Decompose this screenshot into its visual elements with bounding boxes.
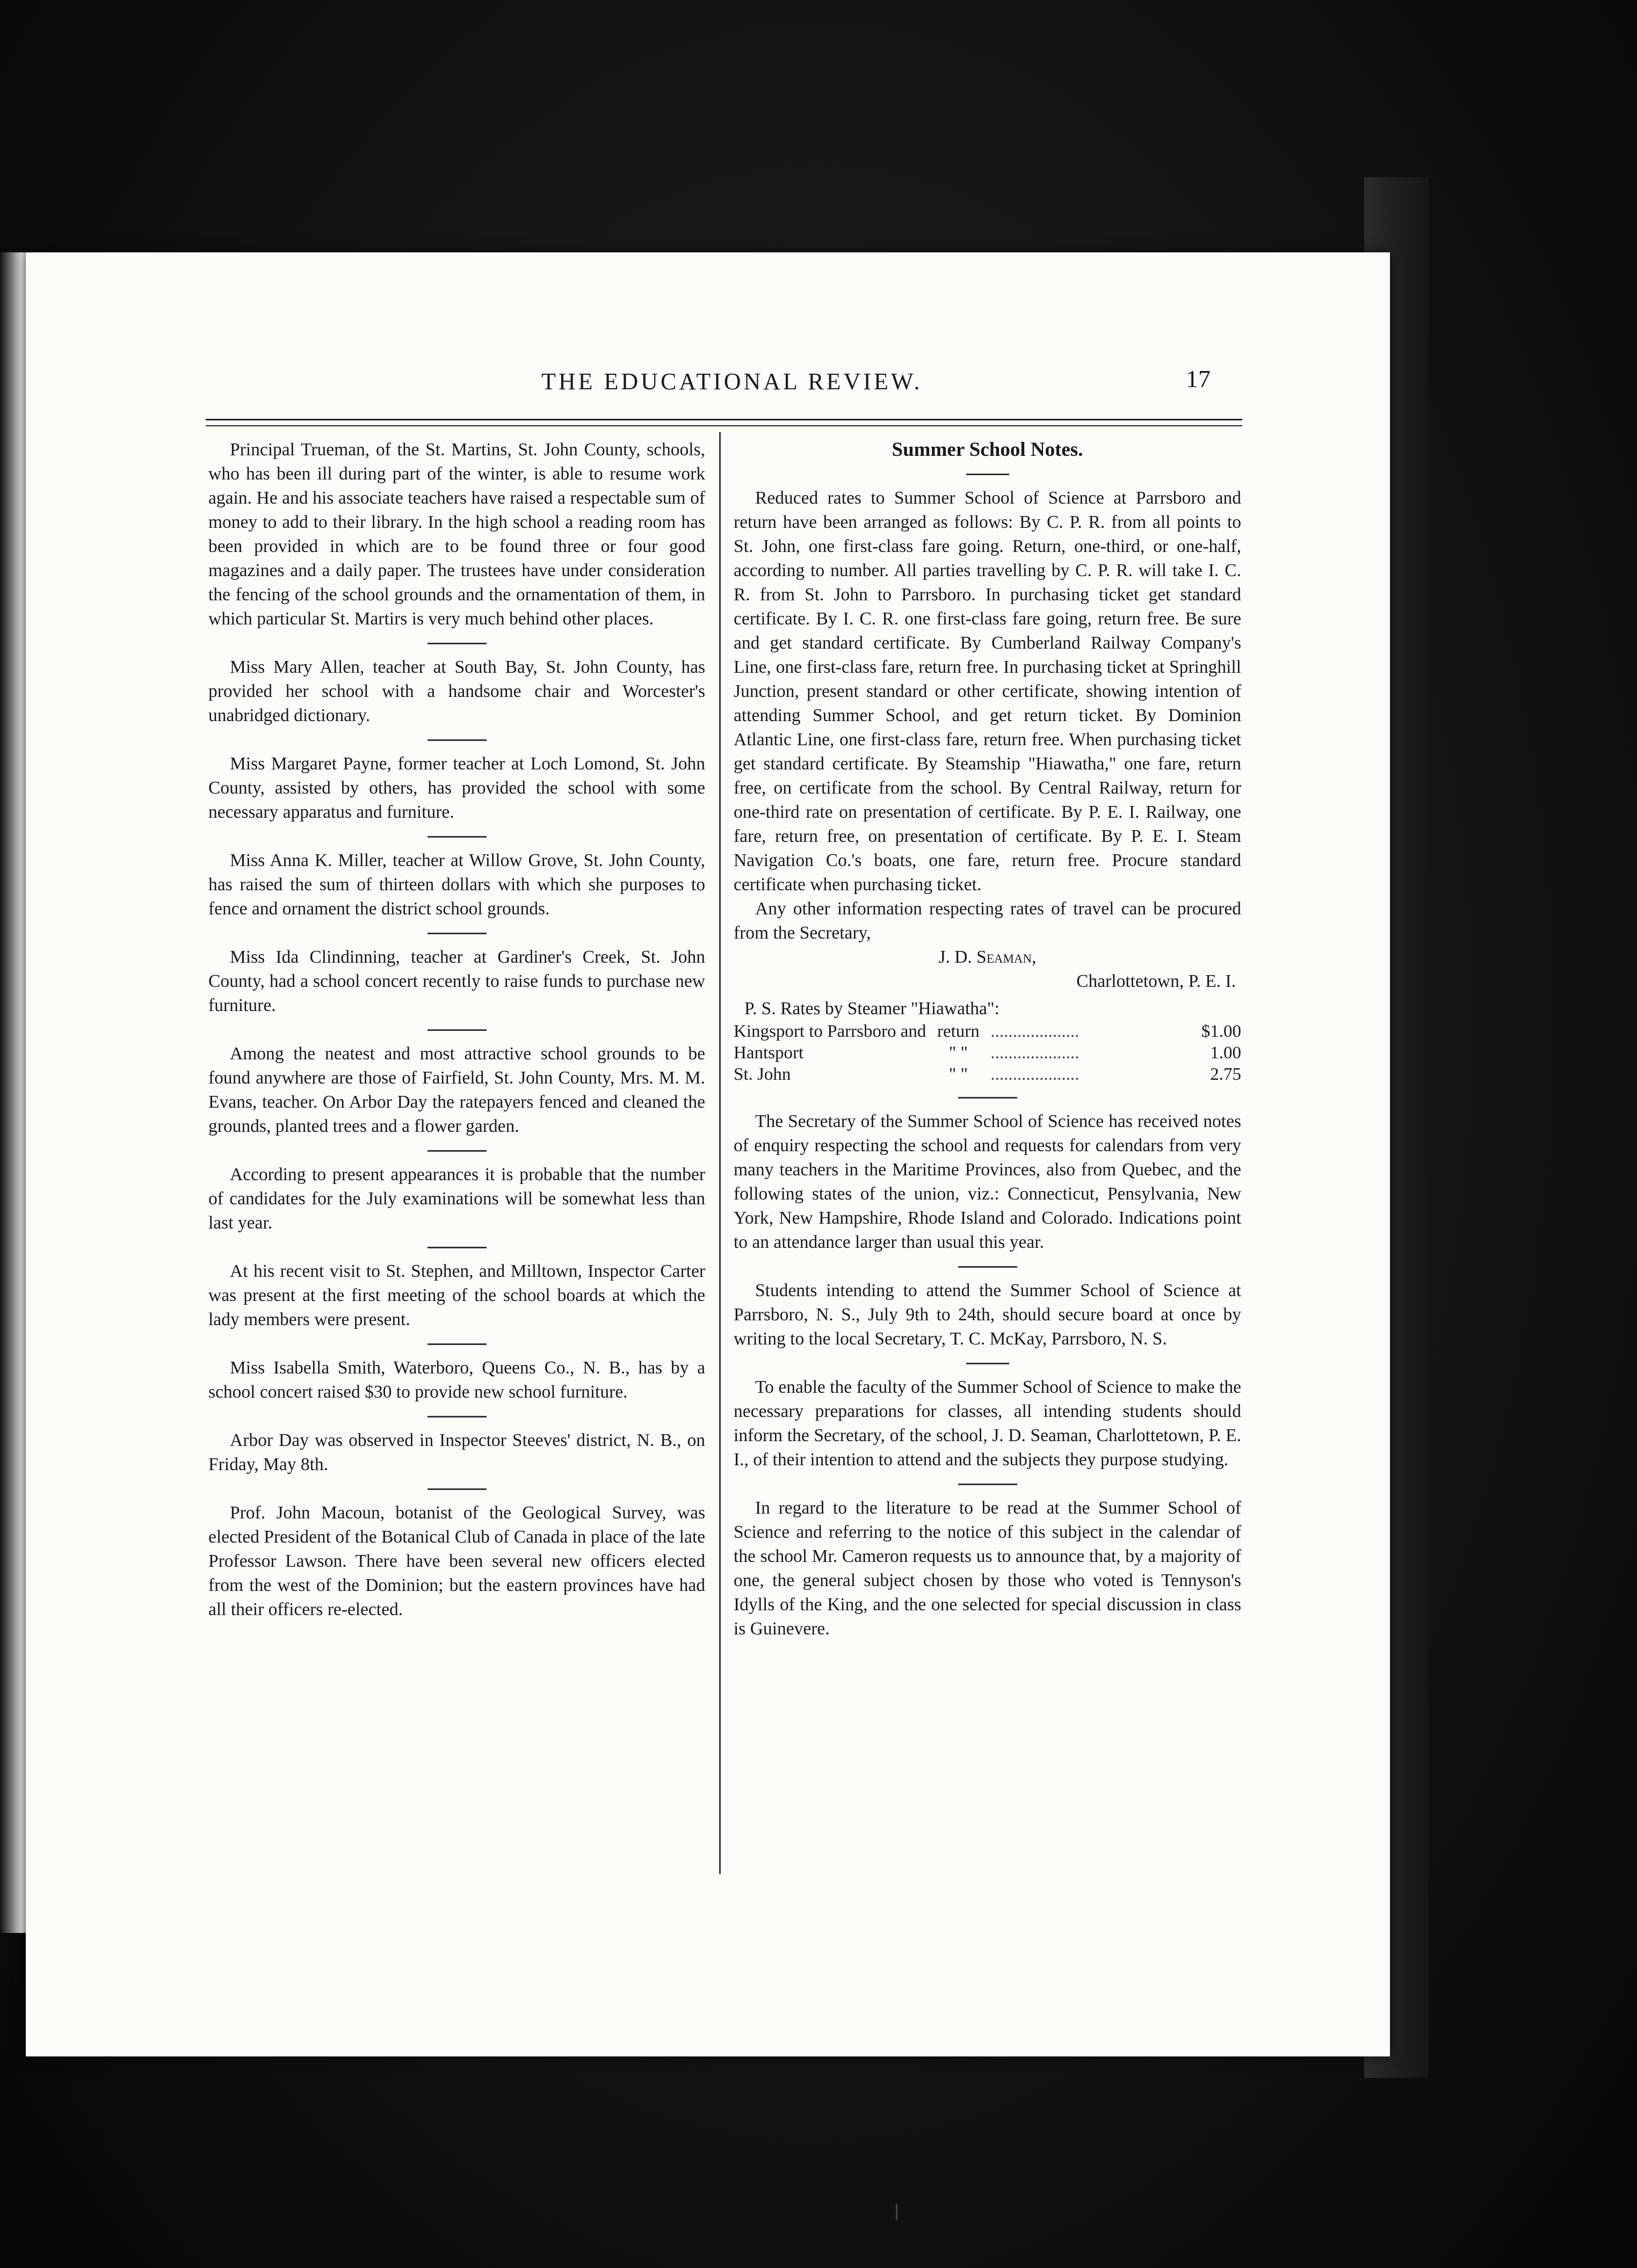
news-item: Prof. John Macoun, botanist of the Geological Survey, was elected President of the Botanical Club of Canada in place of the late Professor Lawson. There have been several new officers elected from the west of the Dominion; but the eastern provinces have had all their officers re-elected.	[208, 1503, 705, 1619]
rate-price: 1.00	[1210, 1043, 1241, 1063]
news-item: Miss Anna K. Miller, teacher at Willow Grove, St. John County, has raised the sum of thirteen dollars with which she purposes to fence and ornament the district school grounds.	[208, 851, 705, 919]
news-item: To enable the faculty of the Summer School of Science to make the necessary preparations for classes, all intending students should inform the Secretary, of the school, J. D. Seaman, Charlottetown, P. E. I., of their intention to attend and the subjects they purpose studying.	[734, 1377, 1241, 1470]
news-item: Miss Ida Clindinning, teacher at Gardiner's Creek, St. John County, had a school concert recently to raise funds to purchase new furniture.	[208, 947, 705, 1015]
left-column	[208, 438, 705, 1622]
item-separator	[428, 739, 487, 741]
item-separator	[428, 836, 487, 838]
item-separator	[428, 1150, 487, 1152]
dot-leader: ....................	[990, 1065, 1080, 1084]
news-item: Arbor Day was observed in Inspector Steeves' district, N. B., on Friday, May 8th.	[208, 1430, 705, 1474]
item-separator	[428, 1343, 487, 1345]
news-item: Miss Isabella Smith, Waterboro, Queens Co., N. B., has by a school concert raised $30 to provide new school furniture.	[208, 1358, 705, 1402]
signature-place: Charlottetown, P. E. I.	[1076, 971, 1236, 991]
scan-mark	[896, 2204, 897, 2220]
rate-ditto: " "	[948, 1043, 968, 1063]
item-separator	[428, 933, 487, 934]
item-separator	[958, 1097, 1017, 1099]
title-separator	[966, 474, 1009, 475]
journal-title: THE EDUCATIONAL REVIEW.	[541, 368, 923, 395]
info-line: Any other information respecting rates of travel can be procured from the Secretary,	[734, 899, 1241, 943]
news-item: In regard to the literature to be read at the Summer School of Science and referring to the notice of this subject in the calendar of the school Mr. Cameron requests us to announce that, by a majority of one, the general subject chosen by those who voted is Tennyson's Idylls of the King, and the one selected for special discussion in class is Guinevere.	[734, 1498, 1241, 1639]
news-item: Miss Margaret Payne, former teacher at Loch Lomond, St. John County, assisted by others, has provided the school with some necessary apparatus and furniture.	[208, 754, 705, 822]
news-item: Principal Trueman, of the St. Martins, St. John County, schools, who has been ill during part of the winter, is able to resume work again. He and his associate teachers have raised a respectable sum of money to add to their library. In the high school a reading room has been provided in which are to be found three or four good magazines and a daily paper. The trustees have under consideration the fencing of the school grounds and the ornamentation of them, in which particular St. Martirs is very much behind other places.	[208, 440, 705, 629]
rate-ditto: return	[937, 1022, 980, 1041]
rates-paragraph: Reduced rates to Summer School of Science at Parrsboro and return have been arranged as follows: By C. P. R. from all points to St. John, one first-class fare going. Return, one-third, or one-half, according to number. All parties travelling by C. P. R. will take I. C. R. from St. John to Parrsboro. In purchasing ticket get standard certificate. By I. C. R. one first-class fare going, return free. Be sure and get standard certificate. By Cumberland Railway Company's Line, one first-class fare, return free. In purchasing ticket at Springhill Junction, present standard or other certificate, showing intention of attending Summer School, and get return ticket. By Dominion Atlantic Line, one first-class fare, return free. When purchasing ticket get standard certificate. By Steamship "Hiawatha," one fare, return free, on certificate from the school. By Central Railway, return for one-third rate on presentation of certificate. By P. E. I. Railway, one fare, return free, on presentation of certificate. By P. E. I. Steam Navigation Co.'s boats, one fare, return free. Procure standard certificate when purchasing ticket.	[734, 488, 1241, 895]
news-item: Among the neatest and most attractive school grounds to be found anywhere are those of Fairfield, St. John County, Mrs. M. M. Evans, teacher. On Arbor Day the ratepayers fenced and cleaned the grounds, planted trees and a flower garden.	[208, 1044, 705, 1136]
dot-leader: ....................	[990, 1043, 1080, 1063]
item-separator	[958, 1484, 1017, 1485]
item-separator	[428, 1247, 487, 1248]
journal-page	[26, 252, 1390, 2056]
rate-place: St. John	[734, 1065, 791, 1084]
rate-price: 2.75	[1210, 1065, 1241, 1084]
rate-row	[734, 1064, 1241, 1085]
news-item: At his recent visit to St. Stephen, and Milltown, Inspector Carter was present at the first meeting of the school boards at which the lady members were present.	[208, 1261, 705, 1329]
rate-row	[734, 1021, 1241, 1042]
news-item: Miss Mary Allen, teacher at South Bay, St. John County, has provided her school with a handsome chair and Worcester's unabridged dictionary.	[208, 657, 705, 725]
right-column	[734, 438, 1241, 1641]
item-separator	[966, 1363, 1009, 1364]
news-item: Students intending to attend the Summer School of Science at Parrsboro, N. S., July 9th to 24th, should secure board at once by writing to the local Secretary, T. C. McKay, Parrsboro, N. S.	[734, 1281, 1241, 1349]
item-separator	[428, 1488, 487, 1490]
dot-leader: ....................	[990, 1022, 1080, 1041]
running-head	[203, 365, 1277, 416]
item-separator	[428, 643, 487, 644]
news-item: The Secretary of the Summer School of Science has received notes of enquiry respecting the school and requests for calendars from very many teachers in the Maritime Provinces, also from Quebec, and the following states of the union, viz.: Connecticut, Pensylvania, New York, New Hampshire, Rhode Island and Colorado. Indications point to an attendance larger than usual this year.	[734, 1111, 1241, 1252]
rate-price: $1.00	[1201, 1022, 1241, 1041]
item-separator	[428, 1029, 487, 1031]
rate-place: Kingsport to Parrsboro and	[734, 1022, 926, 1041]
section-title: Summer School Notes.	[892, 439, 1083, 461]
page-number: 17	[1186, 365, 1211, 392]
steamer-rates-table	[734, 1021, 1241, 1085]
rate-row	[734, 1042, 1241, 1064]
postscript-line: P. S. Rates by Steamer "Hiawatha":	[744, 999, 999, 1019]
news-item: According to present appearances it is probable that the number of candidates for the July examinations will be somewhat less than last year.	[208, 1165, 705, 1233]
header-rule	[206, 419, 1242, 426]
item-separator	[428, 1416, 487, 1418]
signature-name: J. D. Seaman,	[938, 947, 1037, 967]
rate-ditto: " "	[948, 1065, 968, 1084]
item-separator	[958, 1266, 1017, 1268]
rate-place: Hantsport	[734, 1043, 804, 1063]
column-divider	[719, 432, 721, 1874]
